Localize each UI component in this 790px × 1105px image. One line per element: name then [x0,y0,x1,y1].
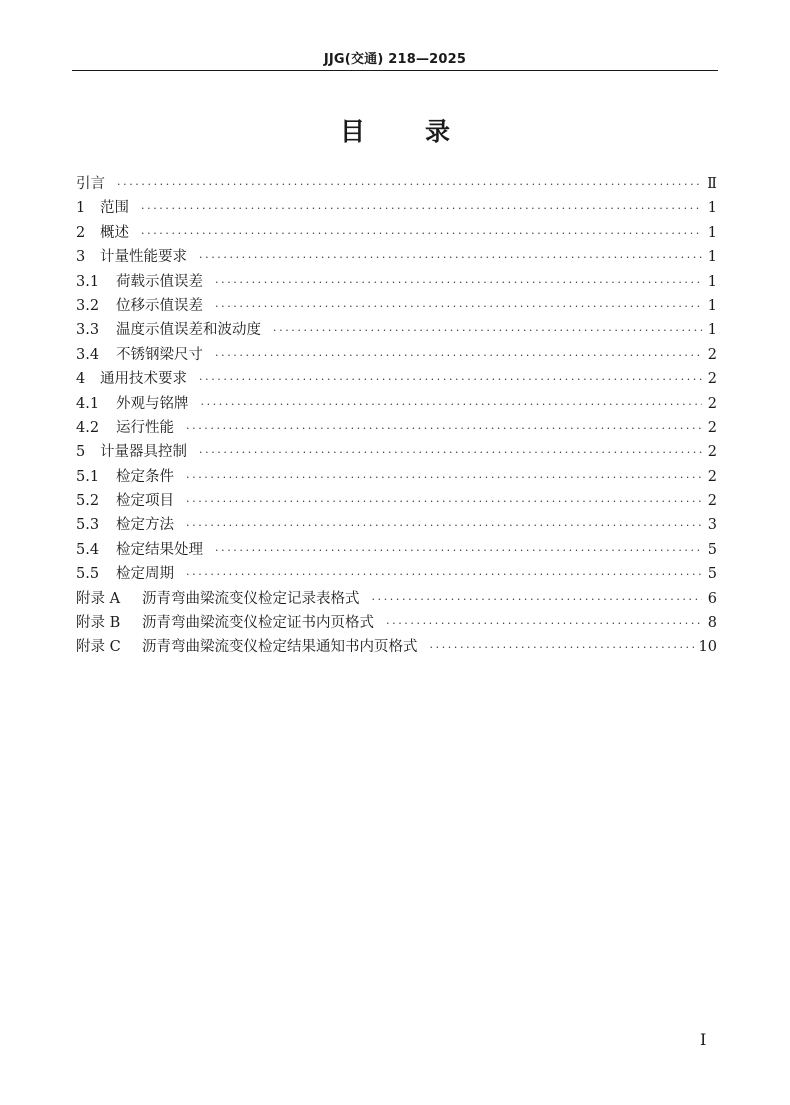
toc-entry-title: 不锈钢梁尺寸 [116,346,203,363]
toc-dot-leader [273,319,702,343]
toc-entry-4-1[interactable] [76,392,717,416]
toc-entry-title: 温度示值误差和波动度 [116,322,261,339]
toc-entry-page: 2 [707,346,717,363]
toc-dot-leader [430,636,694,660]
toc-entry-page: 1 [707,297,717,314]
toc-entry-title: 检定条件 [116,468,174,485]
toc-entry-3-3[interactable] [76,318,717,342]
toc-entry-number: 3.4 [76,346,100,363]
toc-entry-3-4[interactable] [76,343,717,367]
toc-entry-number: 3.3 [76,322,100,339]
toc-entry-page: 2 [707,493,717,510]
toc-dot-leader [141,197,702,221]
toc-dot-leader [215,271,702,295]
toc-entry-page: 5 [707,566,717,583]
toc-entry-title: 运行性能 [116,419,174,436]
toc-entry-number: 3 [76,249,86,266]
toc-entry-number: 5 [76,444,86,461]
toc-entry-title: 沥青弯曲梁流变仪检定证书内页格式 [142,615,374,632]
toc-dot-leader [386,612,702,636]
toc-entry-page: 8 [707,615,717,632]
toc-entry-title: 检定周期 [116,566,174,583]
page-title-part-2: 录 [425,117,451,146]
toc-entry-number: 4 [76,371,86,388]
toc-entry-appendix-b[interactable] [76,611,717,635]
toc-entry-page: 1 [707,249,717,266]
toc-entry-number: 附录 A [76,590,121,607]
toc-entry-title: 通用技术要求 [100,371,187,388]
toc-dot-leader [199,441,702,465]
toc-entry-number: 4.2 [76,419,100,436]
document-code-header: JJG(交通) 218—2025 [323,52,467,67]
toc-dot-leader [199,246,702,270]
toc-entry-number: 2 [76,224,86,241]
toc-dot-leader [186,466,702,490]
toc-entry-page: 10 [698,639,717,656]
toc-entry-page: 1 [707,273,717,290]
toc-entry-3[interactable] [76,245,717,269]
page-number: Ⅰ [700,1030,707,1049]
toc-entry-5[interactable] [76,440,717,464]
page-title-part-1: 目 [339,117,365,146]
toc-entry-page: 2 [707,371,717,388]
toc-entry-title: 检定结果处理 [116,541,203,558]
toc-entry-title: 计量性能要求 [100,249,187,266]
toc-entry-1[interactable] [76,196,717,220]
toc-entry-page: 2 [707,419,717,436]
toc-entry-number: 1 [76,200,86,217]
toc-entry-title: 概述 [100,224,129,241]
toc-entry-4-2[interactable] [76,416,717,440]
toc-entry-title: 检定项目 [116,493,174,510]
toc-entry-title: 引言 [76,176,105,192]
toc-dot-leader [117,173,702,197]
toc-dot-leader [215,344,702,368]
toc-entry-title: 位移示值误差 [116,297,203,314]
toc-entry-5-2[interactable] [76,489,717,513]
toc-entry-number: 5.4 [76,541,100,558]
page-title [0,112,790,148]
toc-entry-page: 1 [707,224,717,241]
toc-dot-leader [186,563,702,587]
toc-entry-title: 荷载示值误差 [116,273,203,290]
toc-entry-page: 6 [707,590,717,607]
toc-entry-title: 沥青弯曲梁流变仪检定记录表格式 [142,590,360,607]
header-rule [72,70,718,71]
toc-entry-appendix-c[interactable] [76,635,717,659]
toc-dot-leader [201,393,703,417]
toc-entry-number: 5.3 [76,517,100,534]
toc-entry-2[interactable] [76,221,717,245]
toc-dot-leader [199,368,702,392]
toc-entry-4[interactable] [76,367,717,391]
toc-dot-leader [215,295,702,319]
toc-entry-number: 5.2 [76,493,100,510]
toc-entry-number: 附录 B [76,615,121,632]
toc-dot-leader [186,417,702,441]
toc-entry-appendix-a[interactable] [76,587,717,611]
toc-entry-5-1[interactable] [76,465,717,489]
toc-entry-title: 检定方法 [116,517,174,534]
toc-entry-5-4[interactable] [76,538,717,562]
toc-entry-page: 5 [707,541,717,558]
toc-entry-number: 附录 C [76,639,121,656]
toc-entry-page: 1 [707,200,717,217]
toc-entry-page: Ⅱ [707,176,717,192]
toc-entry-title: 沥青弯曲梁流变仪检定结果通知书内页格式 [142,639,418,656]
toc-entry-title: 外观与铭牌 [116,395,189,412]
toc-entry-title: 计量器具控制 [100,444,187,461]
toc-entry-5-5[interactable] [76,562,717,586]
toc-entry-page: 1 [707,322,717,339]
toc-dot-leader [186,490,702,514]
toc-entry-page: 3 [707,517,717,534]
table-of-contents [76,172,717,660]
toc-entry-title: 范围 [100,200,129,217]
toc-entry-foreword[interactable] [76,172,717,196]
toc-dot-leader [215,539,702,563]
toc-dot-leader [372,588,703,612]
toc-entry-3-2[interactable] [76,294,717,318]
toc-entry-page: 2 [707,395,717,412]
toc-entry-number: 3.1 [76,273,100,290]
toc-dot-leader [186,514,702,538]
toc-entry-5-3[interactable] [76,513,717,537]
toc-entry-number: 4.1 [76,395,100,412]
toc-entry-number: 5.5 [76,566,100,583]
toc-entry-number: 3.2 [76,297,100,314]
toc-entry-page: 2 [707,468,717,485]
toc-entry-3-1[interactable] [76,270,717,294]
toc-entry-page: 2 [707,444,717,461]
toc-entry-number: 5.1 [76,468,100,485]
toc-dot-leader [141,222,702,246]
